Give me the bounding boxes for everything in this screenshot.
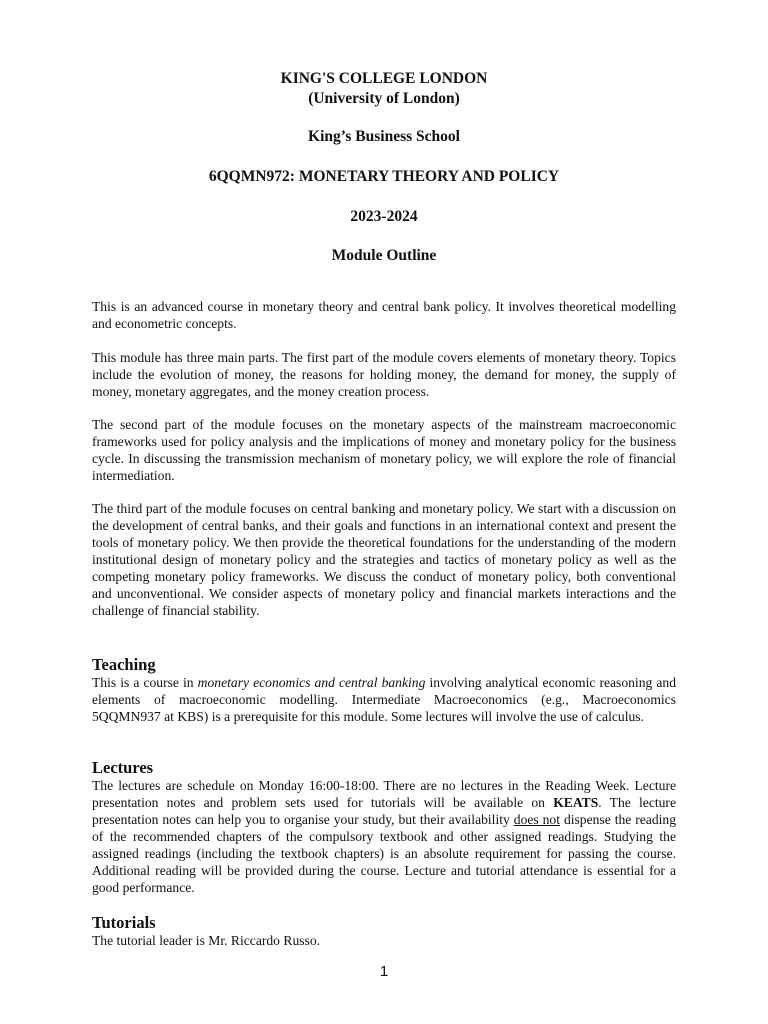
lectures-text-b: . The lecture presentation notes can help you to organise your study, but their availability [92, 795, 676, 827]
intro-paragraph-4 [92, 500, 676, 619]
lectures-text-a: The lectures are schedule on Monday 16:00-18:00. There are no lectures in the Reading Week. Lecture presentation notes and problem sets used for tutorials will be available on [92, 778, 676, 810]
keats-link-text: KEATS [553, 795, 599, 810]
lectures-text-underline: does not [513, 812, 560, 827]
intro-paragraph-2 [92, 349, 676, 400]
intro-p1-text: This is an advanced course in monetary theory and central bank policy. It involves theoretical modelling and econometric concepts. [92, 299, 676, 331]
lectures-heading: Lectures [92, 758, 154, 777]
intro-p2-text: This module has three main parts. The first part of the module covers elements of monetary theory. Topics include the evolution of money, the reasons for holding money, the demand for money, the supply of money, monetary aggregates, and the money creation process. [92, 350, 676, 399]
teaching-text-italic: monetary economics and central banking [197, 675, 426, 690]
intro-paragraph-3 [92, 416, 676, 484]
page-number: 1 [379, 963, 389, 980]
intro-paragraph-1 [92, 298, 676, 332]
intro-p3-text: The second part of the module focuses on the monetary aspects of the mainstream macroeconomic frameworks used for policy analysis and the implications of money and monetary policy for the business cycle. In discussing the transmission mechanism of monetary policy, we will explore the role of financial intermediation. [92, 417, 676, 483]
tutorials-paragraph [92, 932, 676, 949]
module-title: 6QQMN972: MONETARY THEORY AND POLICY [208, 168, 560, 185]
document-title: Module Outline [331, 247, 437, 264]
tutorials-heading: Tutorials [92, 913, 156, 932]
lectures-paragraph [92, 777, 676, 896]
teaching-text-b: involving analytical economic reasoning and elements of macroeconomic modelling. Intermediate Macroeconomics (e.g., Macroeconomics 5QQMN937 at KBS) is a prerequisite for this module. Some lectures will involve the use of calculus. [92, 675, 676, 724]
academic-year: 2023-2024 [350, 208, 418, 225]
school-name: King’s Business School [308, 128, 460, 145]
intro-p4-text: The third part of the module focuses on central banking and monetary policy. We start with a discussion on the development of central banks, and their goals and functions in an international context and present the tools of monetary policy. We then provide the theoretical foundations for the understanding of the modern institutional design of monetary policy and the strategies and tactics of monetary policy as well as the competing monetary policy frameworks. We discuss the conduct of monetary policy, both conventional and unconventional. We consider aspects of monetary policy and financial markets interactions and the challenge of financial stability. [92, 501, 676, 618]
institution-name: KING'S COLLEGE LONDON [280, 70, 488, 87]
tutorials-text: The tutorial leader is Mr. Riccardo Russo. [92, 933, 321, 948]
university-name: (University of London) [308, 90, 460, 107]
teaching-heading: Teaching [92, 655, 156, 674]
teaching-paragraph [92, 674, 676, 725]
lectures-text-c: dispense the reading of the recommended chapters of the compulsory textbook and other assigned readings. Studying the assigned readings (including the textbook chapters) is an absolute requirement for passing the course. Additional reading will be provided during the course. Lecture and tutorial attendance is essential for a good performance. [92, 812, 676, 895]
teaching-text-a: This is a course in [92, 675, 198, 690]
